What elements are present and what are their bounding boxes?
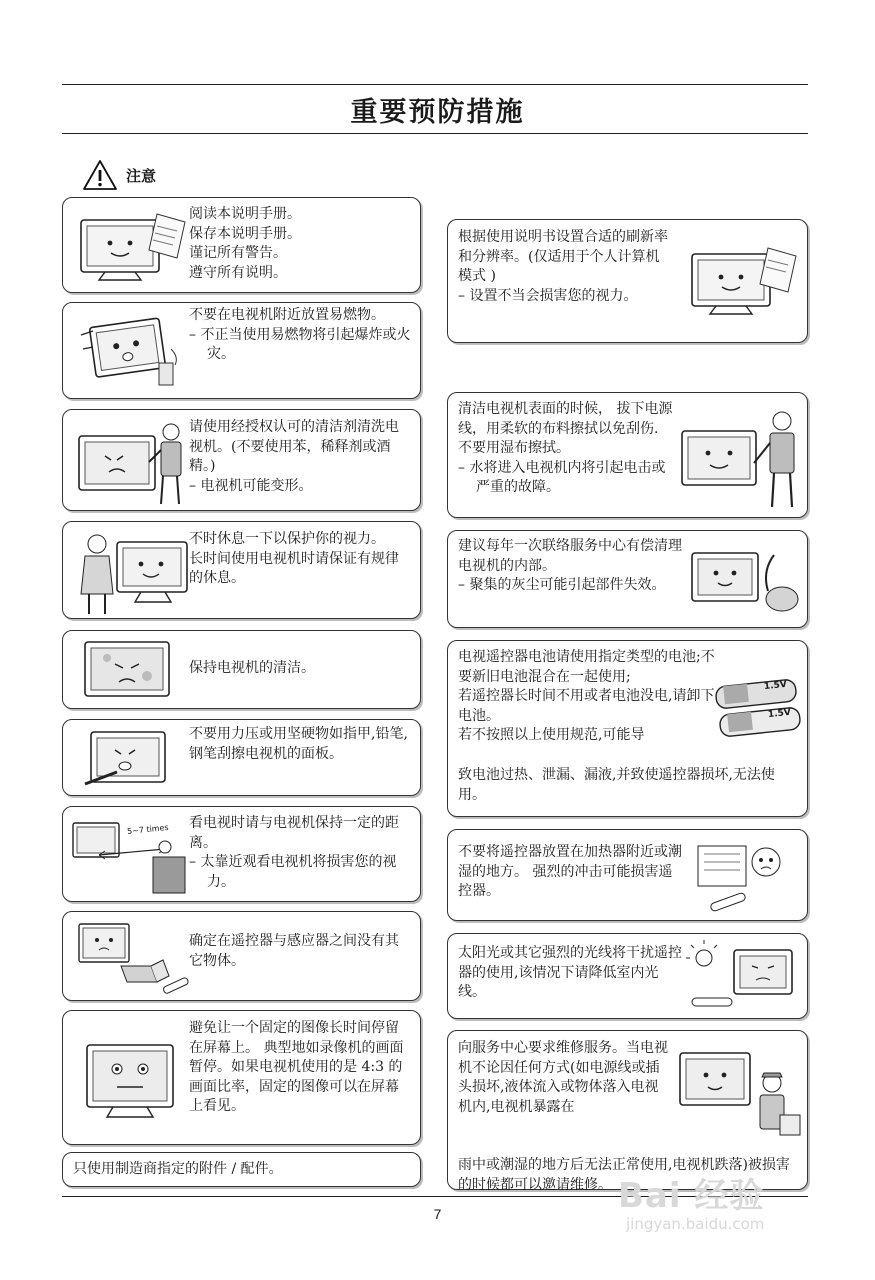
page-number: 7 [433,1206,442,1222]
distance-label: 5~7 times [126,822,170,837]
sunlight-remote-icon [686,940,804,1016]
precaution-remote-heat [447,829,808,921]
tv-flammable-icon [75,309,190,393]
remote-heater-icon [690,836,804,916]
precaution-text: 请使用经授权认可的清洁剂清洗电视机。(不要使用苯，稀释剂或酒精。) – 电视机可能变形。 [189,419,399,494]
technician-tv-icon [670,1043,804,1147]
precaution-text: 不要用力压或用坚硬物如指甲,铅笔,钢笔刮擦电视机的面板。 [189,726,408,762]
precaution-remote-path [62,911,421,1001]
precaution-text: 看电视时请与电视机保持一定的距离。 – 太靠近观看电视机将损害您的视力。 [189,815,399,890]
precaution-text: 不时休息一下以保护你的视力。 长时间使用电视机时请保证有规律的休息。 [189,531,399,586]
tv-scratch-icon [77,724,187,794]
title-rule [62,133,808,134]
precaution-text: 阅读本说明手册。 保存本说明手册。 谨记所有警告。 遵守所有说明。 [189,206,301,281]
tv-with-manual-icon [75,206,193,286]
precaution-text: 只使用制造商指定的附件 / 配件。 [73,1161,283,1177]
top-rule [62,84,808,85]
tv-cleaning-person-icon [71,414,191,508]
precaution-text: 不要将遥控器放置在加热器附近或潮湿的地方。 强烈的冲击可能损害遥控器。 [458,844,682,899]
precaution-text: 电视遥控器电池请使用指定类型的电池;不要新旧电池混合在一起使用; 若遥控器长时间不用或者电池没电,请卸下电池。 若不按照以上使用规范,可能导 [458,649,715,743]
precaution-request-service [447,1030,808,1193]
tv-vacuum-icon [688,541,804,621]
tv-with-manual-icon [686,240,804,320]
page-title: 重要预防措施 [350,97,525,128]
tv-dirty-icon [77,636,187,706]
battery-label: 1.5V [763,679,788,693]
warning-triangle-icon [82,159,118,191]
precaution-refresh-rate [447,219,808,343]
precaution-text-wide: 致电池过热、泄漏、漏液,并致使遥控器损坏,无法使用。 [458,767,775,803]
precaution-batteries [447,640,808,817]
precaution-text: 根据使用说明书设置合适的刷新率和分辨率。(仅适用于个人计算机模式 ) – 设置不当会损害您的视力。 [458,229,668,304]
precaution-no-scratch [62,719,421,796]
precaution-read-manual [62,197,421,293]
precaution-cleaner [62,409,421,511]
watermark-url: jingyan.baidu.com [626,1215,765,1233]
precaution-clean-surface [447,392,808,518]
precaution-accessories [62,1152,421,1187]
precaution-text: 太阳光或其它强烈的光线将干扰遥控器的使用,该情况下请降低室内光线。 [458,945,682,1000]
precaution-keep-clean [62,630,421,709]
precaution-text: 建议每年一次联络服务中心有偿清理电视机的内部。 – 聚集的灰尘可能引起部件失效。 [458,538,682,593]
watermark-main: Bai 经验 [618,1176,765,1216]
person-unplugging-tv-icon [678,403,804,511]
precaution-text: 保持电视机的清洁。 [189,660,315,676]
person-resting-tv-icon [71,526,193,616]
precaution-text: 确定在遥控器与感应器之间没有其它物体。 [189,933,399,969]
precaution-service-clean [447,530,808,628]
precaution-text: 清洁电视机表面的时候， 拔下电源线，用柔软的布料擦拭以免刮伤. 不要用湿布擦拭。 – 水将进入电视机内将引起电击或严重的故障。 [458,401,673,495]
watermark [618,1168,764,1233]
caution-label: 注意 [126,166,157,185]
precaution-rest-eyes [62,521,421,619]
remote-obstacle-icon [71,916,191,998]
precaution-still-image [62,1010,421,1145]
precaution-text: 避免让一个固定的图像长时间停留在屏幕上。 典型地如录像机的画面暂停。如果电视机使用的是 4:3 的画面比率，固定的图像可以在屏幕上看见。 [189,1020,404,1114]
tv-still-image-icon [77,1035,187,1127]
precaution-flammables [62,302,421,399]
batteries-icon [710,671,806,743]
precaution-text: 向服务中心要求维修服务。当电视机不论因任何方式(如电源线或插头损坏,液体流入或物体落入电视机内,电视机暴露在 [458,1040,668,1115]
precaution-strong-light [447,933,808,1019]
caution-heading [82,158,156,192]
precaution-viewing-distance [62,806,421,902]
battery-label: 1.5V [767,707,792,721]
precaution-text-wide: 雨中或潮湿的地方后无法正常使用,电视机跌落)被损害的时候都可以邀请维修。 [458,1157,790,1193]
precaution-text: 不要在电视机附近放置易燃物。 – 不正当使用易燃物将引起爆炸或火灾。 [189,307,411,362]
